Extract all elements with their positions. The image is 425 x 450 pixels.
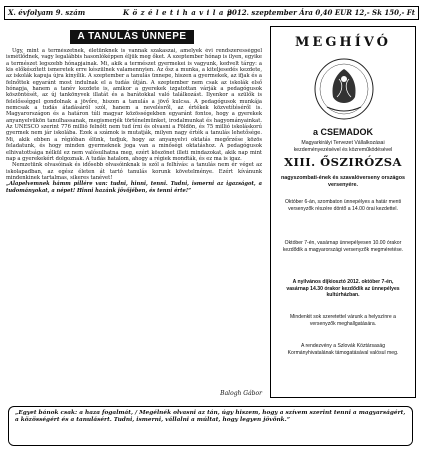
invitation-box xyxy=(270,26,416,398)
article-quote: „Alapelvemnek hámm pillére van: tudni, hinni, tenni. Tudni, ismerni az igazságot, a tudományokat, a népet! Hinni hazánk jövőjében, és tenni érte!” xyxy=(6,181,262,194)
newspaper-page xyxy=(4,2,417,448)
event-name: XIII. ŐSZIRÓZSA xyxy=(284,155,402,169)
article-paragraph: Úgy, mint a természetnek, életünknek is vannak szakaszai, amelyek évi rendszerességgel ismétlődnek, vagy legalábbis hasonlóképpen éljük meg őket. A szeptember hónap is ilyen, egyike a természet legszebb hónapjainak. Mi, akik a természet gyermekei is vagyunk, kedvelt tárgy: a kis előkészített ismeretek erre készülnek valamennyien. Az ősz a munka, a kiteljesedés kezdete, az iskolák kapuja újra kinyílik. A szeptember a tanulás ünnepe, hiszen a gyermekek, az ifjak és a felnőttek egyaránt most indulnak el a tudás útján. A szeptember nem csak az iskolák első hónapja, hanem a tanév kezdete is, amikor a gyerekek izgatottan várják a pedagógusok köszöntését, az új tankönyvek illatát és a barátokkal való találkozást. Ilyenkor a szülők is felelősséggel gondolnak a jövőre, hiszen a tanulás a jövő kulcsa. A pedagógusok munkája nemcsak a tudás átadásáról szól, hanem a nevelésről, az értékek közvetítéséről is. Magyarországon és a határon túli magyar közösségekben egyaránt fontos, hogy a gyerekek anyanyelvükön tanulhassanak, megismerjék történelmünket, irodalmunkat és hagyományainkat. Az UNESCO szerint 776 millió felnőtt nem tud írni és olvasni a Földön, és 75 millió iskoláskorú gyermek nem jár iskolába. Ezek a számok is mutatják, milyen nagy érték a tanulás lehetősége. Mi, akik ebben a régióban élünk, tudjuk, hogy az anyanyelvi oktatás megőrzése közös feladatunk, és hogy minden gyermeknek joga van a minőségi oktatáshoz. A pedagógusok elhivatottsága nélkül ez nem valósulhatna meg, ezért köszönet illeti mindazokat, akik nap mint nap a gyerekekért dolgoznak. A tudás hatalom, ahogy a régiek mondták, és ez ma is igaz. xyxy=(6,48,262,162)
footer-quote-box xyxy=(8,406,413,446)
article-paragraph: Nemzetünk olvasóinak és idősebb olvasóinknak is szól a felhívás: a tanulás nem ér véget az iskolapadban, az egész életen át tartó tanulás korunk követelménye. Ezért kívánunk mindenkinek tartalmas, sikeres tanévet! xyxy=(6,162,262,181)
article-author: Balogh Gábor xyxy=(220,390,262,397)
masthead-bar xyxy=(4,6,419,20)
date-price-label: 2012. szeptember Ára 0,40 EUR 12,- Sk 150,- Ft xyxy=(227,8,415,17)
publication-label: K ö z é l e t i h a v i l a p xyxy=(123,8,233,17)
footer-quote-text: „Egyet bánok csak: a haza fogalmát, / Megélnék olvasni az tán, úgy hiszem, hogy a szívem szerint tenni a magyarságért, a közösségért és a tanulásért. Tudni, ismerni, vállalni a múltat, hogy legyen jövőnk.” xyxy=(15,410,406,424)
schedule-day-one: Október 6-án, szombaton ünnepélyes a határ menti versenyzők részére döntő a 14.00 órai kezdettel. xyxy=(284,199,402,212)
organizer-name: a CSEMADOK xyxy=(312,127,373,137)
award-ceremony-info: A nyilvános díjkiosztó 2012. október 7-én, vasárnap 14.30 órakor kezdődik az ünnepélyes kultúrházban. xyxy=(286,279,400,298)
issue-label: X. évfolyam 9. szám xyxy=(8,8,86,17)
welcome-note: Mindenkit sok szeretettel várunk a helyszínre a versenyzők meghallgatására. xyxy=(290,314,396,327)
article-body xyxy=(6,48,262,390)
event-type: nagyszombati-ének és szavalóverseny országos versenyére. xyxy=(280,175,406,188)
article-title: A TANULÁS ÜNNEPE xyxy=(70,30,194,44)
festival-emblem-icon xyxy=(313,57,375,121)
sponsor-note: A rendezvény a Szlovák Köztársaság Kormányhivatalának támogatásával valósul meg. xyxy=(287,343,399,356)
schedule-day-two: Október 7-én, vasárnap ünnepélyesen 10.00 órakor kezdődik a magyarországi versenyzők megméretése. xyxy=(282,240,404,253)
organizer-detail: Magyarkirályi Tervezet Vállalkozásai kezdeményezésével és közreműködésével xyxy=(293,140,393,153)
invitation-title: MEGHÍVÓ xyxy=(295,35,391,50)
